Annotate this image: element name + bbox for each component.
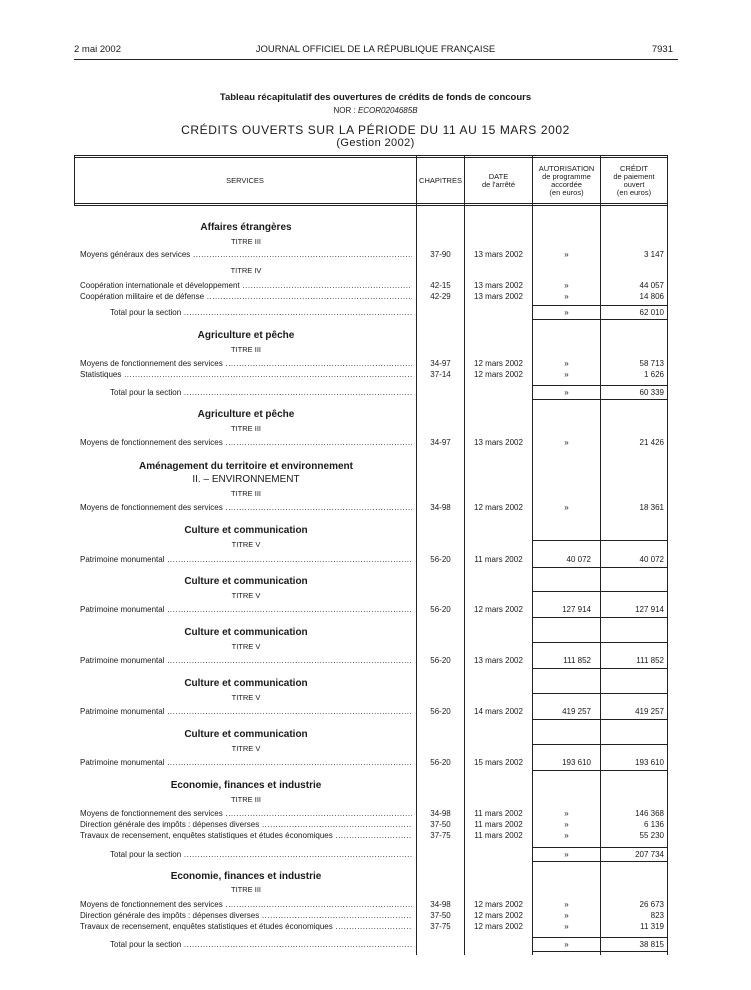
table-row (0, 809, 751, 819)
table-row (0, 438, 751, 448)
section-name: Economie, finances et industrie (170, 780, 322, 791)
table-row (0, 911, 751, 921)
date-cell: 13 mars 2002 (474, 281, 523, 290)
total-rule (533, 951, 667, 952)
autorisation-cell: » (564, 292, 569, 301)
col-header-credit-line4: (en euros) (616, 188, 652, 197)
header-rule (74, 59, 678, 60)
total-label: Total pour la section ..... (110, 940, 412, 950)
section-name: Affaires étrangères (200, 222, 292, 233)
table-row (0, 503, 751, 513)
col-header-auto-line1: AUTORISATION (538, 164, 595, 173)
chapitre-cell: 37-50 (430, 820, 451, 829)
section-name: Culture et communication (184, 729, 308, 740)
col-header-date (465, 173, 532, 189)
table-row (0, 281, 751, 291)
service-label: Patrimoine monumental ..... (80, 605, 412, 615)
credit-cell: 823 (650, 911, 664, 920)
service-label: Moyens de fonctionnement des services ..... (80, 809, 412, 819)
service-label: Patrimoine monumental ..... (80, 656, 412, 666)
credit-cell: 55 230 (639, 831, 664, 840)
col-header-date-line2: de l'arrêté (481, 180, 516, 189)
table-row (0, 292, 751, 302)
section-name: Culture et communication (184, 627, 308, 638)
autorisation-cell: 40 072 (566, 555, 591, 564)
date-cell: 15 mars 2002 (474, 758, 523, 767)
chapitre-cell: 56-20 (430, 555, 451, 564)
total-row (0, 388, 751, 398)
credit-cell: 58 713 (639, 359, 664, 368)
date-cell: 12 mars 2002 (474, 605, 523, 614)
credit-cell: 40 072 (639, 555, 664, 564)
total-rule (533, 385, 667, 386)
total-row (0, 940, 751, 950)
autorisation-cell: 193 610 (562, 758, 591, 767)
date-cell: 12 mars 2002 (474, 370, 523, 379)
table-row (0, 831, 751, 841)
nor-label: NOR : (333, 106, 356, 115)
total-label: Total pour la section ..... (110, 308, 412, 318)
header-date: 2 mai 2002 (74, 44, 122, 55)
chapitre-cell: 37-14 (430, 370, 451, 379)
service-label: Moyens généraux des services ..... (80, 250, 412, 260)
credit-cell: 419 257 (635, 707, 664, 716)
table-top-rule-double (74, 157, 668, 158)
titre-label: TITRE V (231, 693, 261, 702)
credit-cell: 14 806 (639, 292, 664, 301)
date-cell: 13 mars 2002 (474, 250, 523, 259)
date-cell: 12 mars 2002 (474, 503, 523, 512)
chapitre-cell: 34-97 (430, 359, 451, 368)
autorisation-cell: » (564, 922, 569, 931)
autorisation-cell: » (564, 911, 569, 920)
total-label: Total pour la section ..... (110, 850, 412, 860)
section-name: Aménagement du territoire et environnement (139, 461, 353, 472)
col-header-credit-line1: CRÉDIT (620, 164, 648, 173)
section-name: Culture et communication (184, 678, 308, 689)
total-rule (533, 319, 667, 320)
section-name: Agriculture et pêche (197, 330, 295, 341)
ap-box-rule (533, 617, 667, 618)
titre-label: TITRE III (231, 345, 261, 354)
titre-label: TITRE III (231, 885, 261, 894)
autorisation-cell: » (564, 388, 569, 397)
date-cell: 13 mars 2002 (474, 656, 523, 665)
titre-label: TITRE III (231, 424, 261, 433)
date-cell: 12 mars 2002 (474, 900, 523, 909)
period-title: CRÉDITS OUVERTS SUR LA PÉRIODE DU 11 AU 15 MARS 2002 (181, 123, 570, 137)
titre-label: TITRE IV (230, 266, 262, 275)
table-row (0, 900, 751, 910)
service-label: Direction générale des impôts : dépenses diverses ..... (80, 911, 412, 921)
service-label: Moyens de fonctionnement des services ..... (80, 900, 412, 910)
date-cell: 11 mars 2002 (474, 820, 523, 829)
autorisation-cell: 111 852 (563, 656, 591, 665)
col-header-services: SERVICES (226, 176, 264, 185)
col-header-auto-line3: accordée (551, 180, 582, 189)
total-rule (533, 937, 667, 938)
credit-cell: 26 673 (639, 900, 664, 909)
credit-cell: 60 339 (639, 388, 664, 397)
ap-box-rule (533, 693, 667, 694)
table-top-rule (74, 155, 668, 156)
credit-cell: 44 057 (639, 281, 664, 290)
autorisation-cell: » (564, 281, 569, 290)
total-rule (533, 861, 667, 862)
date-cell: 12 mars 2002 (474, 911, 523, 920)
table-row (0, 359, 751, 369)
service-label: Moyens de fonctionnement des services ..... (80, 438, 412, 448)
total-label: Total pour la section ..... (110, 388, 412, 398)
total-row (0, 308, 751, 318)
autorisation-cell: » (564, 308, 569, 317)
ap-box-rule (533, 744, 667, 745)
date-cell: 13 mars 2002 (474, 292, 523, 301)
autorisation-cell: » (564, 809, 569, 818)
service-label: Patrimoine monumental ..... (80, 707, 412, 717)
date-cell: 11 mars 2002 (474, 555, 523, 564)
chapitre-cell: 42-29 (430, 292, 451, 301)
table-row (0, 656, 751, 666)
table-row (0, 758, 751, 768)
autorisation-cell: » (564, 850, 569, 859)
chapitre-cell: 56-20 (430, 605, 451, 614)
date-cell: 12 mars 2002 (474, 922, 523, 931)
autorisation-cell: 419 257 (562, 707, 591, 716)
titre-label: TITRE III (231, 795, 261, 804)
credit-cell: 18 361 (639, 503, 664, 512)
ap-box-rule (533, 668, 667, 669)
table-row (0, 820, 751, 830)
credit-cell: 62 010 (639, 308, 664, 317)
table-row (0, 370, 751, 380)
credit-cell: 6 136 (643, 820, 664, 829)
col-header-chapitres: CHAPITRES (419, 176, 462, 185)
titre-label: TITRE V (231, 744, 261, 753)
chapitre-cell: 56-20 (430, 707, 451, 716)
chapitre-cell: 37-90 (430, 250, 451, 259)
header-journal: JOURNAL OFFICIEL DE LA RÉPUBLIQUE FRANÇAISE (255, 44, 496, 55)
table-row (0, 555, 751, 565)
date-cell: 14 mars 2002 (474, 707, 523, 716)
service-label: Moyens de fonctionnement des services ..... (80, 359, 412, 369)
date-cell: 13 mars 2002 (474, 438, 523, 447)
col-header-auto-line4: (en euros) (549, 188, 584, 197)
date-cell: 11 mars 2002 (474, 831, 523, 840)
nor-reference (0, 106, 751, 115)
autorisation-cell: 127 914 (562, 605, 591, 614)
credit-cell: 146 368 (635, 809, 664, 818)
autorisation-cell: » (564, 359, 569, 368)
autorisation-cell: » (564, 370, 569, 379)
chapitre-cell: 37-75 (430, 922, 451, 931)
service-label: Moyens de fonctionnement des services ..... (80, 503, 412, 513)
table-header-rule (74, 203, 668, 204)
autorisation-cell: » (564, 831, 569, 840)
section-name: Economie, finances et industrie (170, 871, 322, 882)
section-subname: II. – ENVIRONNEMENT (192, 474, 300, 485)
section-name: Culture et communication (184, 525, 308, 536)
col-header-credit-line2: de paiement (613, 172, 655, 181)
autorisation-cell: » (564, 503, 569, 512)
autorisation-cell: » (564, 250, 569, 259)
table-row (0, 250, 751, 260)
autorisation-cell: » (564, 438, 569, 447)
total-row (0, 850, 751, 860)
service-label: Coopération internationale et développement ..... (80, 281, 412, 291)
date-cell: 12 mars 2002 (474, 359, 523, 368)
titre-label: TITRE III (231, 237, 261, 246)
titre-label: TITRE V (231, 642, 261, 651)
credit-cell: 193 610 (635, 758, 664, 767)
nor-value: ECOR0204685B (357, 106, 418, 115)
section-name: Culture et communication (184, 576, 308, 587)
credit-cell: 3 147 (643, 250, 664, 259)
header-page-number: 7931 (651, 44, 673, 55)
table-row (0, 707, 751, 717)
total-rule (533, 847, 667, 848)
credit-cell: 127 914 (635, 605, 664, 614)
ap-box-rule (533, 591, 667, 592)
service-label: Travaux de recensement, enquêtes statistiques et études économiques ..... (80, 831, 412, 841)
col-header-auto-line2: de programme (542, 172, 591, 181)
date-cell: 11 mars 2002 (474, 809, 523, 818)
chapitre-cell: 56-20 (430, 758, 451, 767)
autorisation-cell: » (564, 900, 569, 909)
ap-box-rule (533, 719, 667, 720)
service-label: Statistiques ..... (80, 370, 412, 380)
titre-label: TITRE III (231, 489, 261, 498)
table-row (0, 922, 751, 932)
col-header-credit (601, 165, 667, 197)
ap-box-rule (533, 567, 667, 568)
service-label: Travaux de recensement, enquêtes statistiques et études économiques ..... (80, 922, 412, 932)
titre-label: TITRE V (231, 540, 261, 549)
chapitre-cell: 34-98 (430, 900, 451, 909)
credit-cell: 1 626 (643, 370, 664, 379)
service-label: Direction générale des impôts : dépenses diverses ..... (80, 820, 412, 830)
ap-box-rule (533, 642, 667, 643)
total-rule (533, 305, 667, 306)
chapitre-cell: 42-15 (430, 281, 451, 290)
chapitre-cell: 34-97 (430, 438, 451, 447)
ap-box-rule (533, 540, 667, 541)
titre-label: TITRE V (231, 591, 261, 600)
document-title: Tableau récapitulatif des ouvertures de crédits de fonds de concours (219, 92, 532, 103)
chapitre-cell: 56-20 (430, 656, 451, 665)
service-label: Patrimoine monumental ..... (80, 758, 412, 768)
table-row (0, 605, 751, 615)
credit-cell: 38 815 (639, 940, 664, 949)
service-label: Coopération militaire et de défense ..... (80, 292, 412, 302)
chapitre-cell: 37-50 (430, 911, 451, 920)
gestion-subtitle: (Gestion 2002) (336, 137, 415, 149)
credit-cell: 207 734 (635, 850, 664, 859)
chapitre-cell: 37-75 (430, 831, 451, 840)
credit-cell: 11 319 (640, 922, 664, 931)
total-rule (533, 399, 667, 400)
table-header-rule-double (74, 205, 668, 206)
section-name: Agriculture et pêche (197, 409, 295, 420)
col-header-autorisation (533, 165, 600, 197)
chapitre-cell: 34-98 (430, 503, 451, 512)
autorisation-cell: » (564, 820, 569, 829)
service-label: Patrimoine monumental ..... (80, 555, 412, 565)
chapitre-cell: 34-98 (430, 809, 451, 818)
credit-cell: 111 852 (636, 656, 664, 665)
credit-cell: 21 426 (639, 438, 664, 447)
col-header-credit-line3: ouvert (623, 180, 645, 189)
autorisation-cell: » (564, 940, 569, 949)
col-header-date-line1: DATE (488, 172, 509, 181)
ap-box-rule (533, 770, 667, 771)
